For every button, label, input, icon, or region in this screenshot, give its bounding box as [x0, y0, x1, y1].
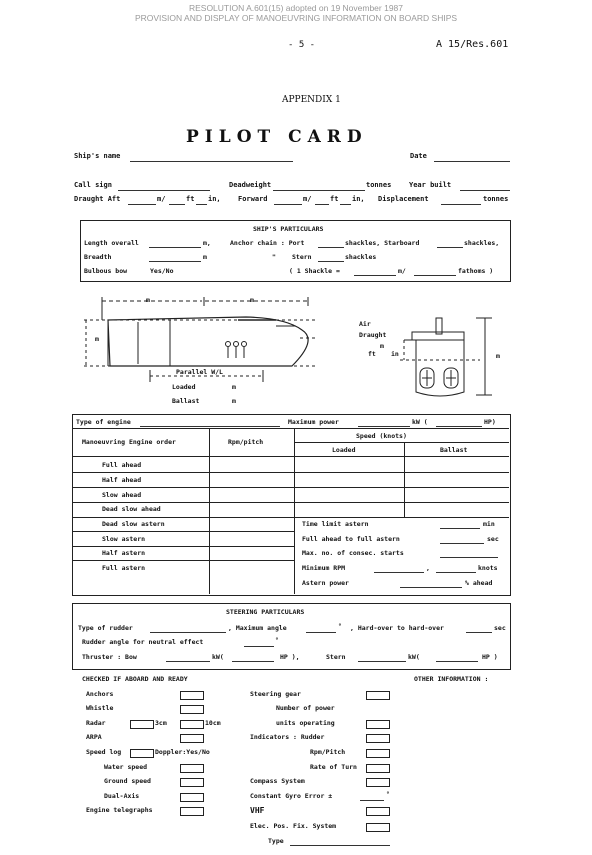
appendix-title: APPENDIX 1: [282, 95, 341, 105]
check-dual-axis-label: Dual-Axis: [104, 792, 140, 800]
deadweight-line[interactable]: [273, 190, 365, 191]
check-telegraphs-label: Engine telegraphs: [86, 806, 153, 814]
document-ref: A 15/Res.601: [436, 39, 509, 50]
knots-unit: knots: [478, 564, 498, 572]
astern-power-line[interactable]: [400, 587, 462, 588]
check-speedlog-label: Speed log: [86, 748, 122, 756]
forward-label: Forward: [238, 195, 268, 203]
check-whistle-label: Whistle: [86, 704, 114, 712]
draught-aft-label: Draught Aft: [74, 195, 121, 203]
thruster-bow-label: Thruster : Bow: [82, 653, 137, 661]
order-full-astern: Full astern: [102, 564, 146, 572]
check-anchors-box[interactable]: [180, 691, 204, 700]
ballast-label: Ballast: [172, 397, 200, 405]
rpm-pitch-header: Rpm/pitch: [228, 438, 264, 446]
max-power-kw-line[interactable]: [358, 426, 410, 427]
check-rpm-pitch-box[interactable]: [366, 749, 390, 758]
ballast-header: Ballast: [440, 446, 468, 454]
forward-ft-line[interactable]: [315, 204, 329, 205]
breadth-label: Breadth: [84, 253, 112, 261]
breadth-unit: m: [203, 253, 207, 261]
ships-particulars-heading: SHIP'S PARTICULARS: [253, 225, 324, 233]
length-line[interactable]: [149, 247, 201, 248]
loaded-label: Loaded: [172, 383, 196, 391]
dim-m-right: m: [496, 352, 500, 360]
stern-kw-line[interactable]: [358, 661, 406, 662]
unit-m: m/: [157, 195, 166, 203]
check-arpa-label: ARPA: [86, 733, 102, 741]
hard-over-line[interactable]: [466, 632, 492, 633]
stern-label: Stern: [292, 253, 312, 261]
shackle-fathoms-line[interactable]: [414, 275, 456, 276]
max-starts-label: Max. no. of consec. starts: [302, 549, 404, 557]
check-rudder-ind-box[interactable]: [366, 734, 390, 743]
parallel-wl-label: Parallel W/L: [176, 368, 223, 376]
port-shackles-line[interactable]: [318, 247, 344, 248]
check-vhf-box[interactable]: [366, 807, 390, 816]
full-to-full-line[interactable]: [440, 543, 484, 544]
displacement-line[interactable]: [441, 204, 481, 205]
bow-hp-unit: HP ),: [280, 653, 300, 661]
length-unit: m,: [203, 239, 211, 247]
bulbous-yesno[interactable]: Yes/No: [150, 267, 174, 275]
air-label: Air: [359, 320, 371, 328]
forward-in-line[interactable]: [340, 204, 351, 205]
check-whistle-box[interactable]: [180, 705, 204, 714]
resolution-header: RESOLUTION A.601(15) adopted on 19 November 1987: [188, 3, 404, 13]
check-dual-axis-box[interactable]: [180, 793, 204, 802]
gyro-deg: °: [386, 790, 390, 798]
check-radar-3cm-box[interactable]: [130, 720, 154, 729]
ships-name-line[interactable]: [130, 161, 293, 162]
bow-kw-line[interactable]: [166, 661, 210, 662]
dim-m-top-right: m: [250, 296, 254, 304]
full-to-full-label: Full ahead to full astern: [302, 535, 400, 543]
bow-hp-line[interactable]: [232, 661, 274, 662]
engine-type-line[interactable]: [140, 426, 280, 427]
breadth-line[interactable]: [149, 261, 201, 262]
pct-ahead-unit: % ahead: [465, 579, 493, 587]
starboard-shackles-line[interactable]: [437, 247, 463, 248]
unit-in: in,: [208, 195, 221, 203]
draught-aft-in-line[interactable]: [196, 204, 207, 205]
check-ground-speed-box[interactable]: [180, 778, 204, 787]
neutral-line[interactable]: [244, 646, 274, 647]
rate-of-turn-label: Rate of Turn: [310, 763, 357, 771]
stern-hp-unit: HP ): [482, 653, 498, 661]
check-compass-box[interactable]: [366, 778, 390, 787]
check-telegraphs-box[interactable]: [180, 807, 204, 816]
stern-shackles-label: shackles: [345, 253, 377, 261]
year-built-line[interactable]: [460, 190, 510, 191]
rudder-type-line[interactable]: [150, 632, 226, 633]
ships-name-label: Ship's name: [74, 152, 121, 160]
other-info-heading: OTHER INFORMATION :: [414, 675, 489, 683]
power-units-label: Number of power: [276, 704, 335, 712]
deg-symbol2: °: [275, 636, 279, 644]
engine-type-label: Type of engine: [76, 418, 131, 426]
checked-heading: CHECKED IF ABOARD AND READY: [82, 675, 188, 683]
deadweight-label: Deadweight: [229, 181, 272, 189]
check-radar-10cm-box[interactable]: [180, 720, 204, 729]
unit-ft: ft: [186, 195, 195, 203]
stern-kw-unit: kW(: [408, 653, 420, 661]
min-rpm-line[interactable]: [374, 572, 424, 573]
dim-m-top-left: m: [146, 296, 150, 304]
check-anchors-label: Anchors: [86, 690, 114, 698]
comma: ,: [426, 564, 430, 572]
check-arpa-box[interactable]: [180, 734, 204, 743]
min-rpm-label: Minimum RPM: [302, 564, 346, 572]
order-dead-slow-ahead: Dead slow ahead: [102, 505, 161, 513]
hp-label: HP): [484, 418, 496, 426]
type-line[interactable]: [290, 845, 390, 846]
max-angle-line[interactable]: [306, 632, 336, 633]
kw-label: kW (: [412, 418, 428, 426]
draught-aft-m-line[interactable]: [128, 204, 156, 205]
draught-aft-ft-line[interactable]: [169, 204, 185, 205]
time-limit-line[interactable]: [440, 528, 480, 529]
forward-m-line[interactable]: [274, 204, 302, 205]
deg-symbol: °: [338, 622, 342, 630]
order-full-ahead: Full ahead: [102, 461, 142, 469]
indicators-rudder-label: Indicators : Rudder: [250, 733, 325, 741]
check-ground-speed-label: Ground speed: [104, 777, 151, 785]
rudder-type-label: Type of rudder: [78, 624, 133, 632]
max-power-hp-line[interactable]: [436, 426, 482, 427]
loaded-m: m: [232, 383, 236, 391]
hard-over-label: , Hard-over to hard-over: [350, 624, 444, 632]
bow-kw-unit: kW(: [212, 653, 224, 661]
starboard-label: shackles, Starboard: [345, 239, 420, 247]
neutral-label: Rudder angle for neutral effect: [82, 638, 204, 646]
tonnes-label2: tonnes: [483, 195, 509, 203]
steer-sec-unit: sec: [494, 624, 506, 632]
displacement-label: Displacement: [378, 195, 429, 203]
rpm-pitch-ind-label: Rpm/Pitch: [310, 748, 346, 756]
gyro-error-line[interactable]: [360, 800, 384, 801]
unit-ft2: ft: [330, 195, 339, 203]
order-slow-astern: Slow astern: [102, 535, 146, 543]
call-sign-line[interactable]: [118, 190, 210, 191]
max-angle-label: , Maximum angle: [228, 624, 287, 632]
gyro-error-label: Constant Gyro Error ±: [250, 792, 333, 800]
check-rate-of-turn-box[interactable]: [366, 764, 390, 773]
one-shackle-label: ( 1 Shackle =: [289, 267, 340, 275]
speed-header: Speed (knots): [356, 432, 407, 440]
air-draught-label: Draught: [359, 331, 387, 339]
doppler-label: Doppler:Yes/No: [155, 748, 210, 756]
check-water-speed-label: Water speed: [104, 763, 148, 771]
check-steering-gear-box[interactable]: [366, 691, 390, 700]
anchor-chain-label: Anchor chain : Port: [230, 239, 305, 247]
page-number: - 5 -: [288, 40, 316, 50]
steering-heading: STEERING PARTICULARS: [226, 608, 305, 616]
page-title: PILOT CARD: [186, 127, 368, 147]
air-ft: ft: [368, 350, 376, 358]
date-label: Date: [410, 152, 427, 160]
order-dead-slow-astern: Dead slow astern: [102, 520, 165, 528]
unit-m2: m/: [303, 195, 312, 203]
engine-order-header: Manoeuvring Engine order: [82, 438, 176, 446]
dim-m-left: m: [95, 335, 99, 343]
check-steering-gear-label: Steering gear: [250, 690, 301, 698]
min-rpm-knots-line[interactable]: [436, 572, 476, 573]
time-limit-astern-label: Time limit astern: [302, 520, 369, 528]
shackle-m-line[interactable]: [354, 275, 396, 276]
check-speedlog-box[interactable]: [130, 749, 154, 758]
date-line[interactable]: [434, 161, 510, 162]
radar-10cm-label: 10cm: [205, 719, 221, 727]
compass-system-label: Compass System: [250, 777, 305, 785]
check-radar-label: Radar: [86, 719, 106, 727]
ballast-m: m: [232, 397, 236, 405]
order-slow-ahead: Slow ahead: [102, 491, 142, 499]
sec-unit: sec: [487, 535, 499, 543]
shackles-label: shackles,: [464, 239, 500, 247]
shackle-m-unit: m/: [398, 267, 406, 275]
call-sign-label: Call sign: [74, 181, 112, 189]
check-water-speed-box[interactable]: [180, 764, 204, 773]
stern-shackles-line[interactable]: [318, 261, 344, 262]
astern-power-label: Astern power: [302, 579, 349, 587]
tonnes-label: tonnes: [366, 181, 392, 189]
check-elec-pos-box[interactable]: [366, 823, 390, 832]
order-half-ahead: Half ahead: [102, 476, 142, 484]
quote-mark: ": [272, 253, 276, 261]
loaded-header: Loaded: [332, 446, 356, 454]
stern-thruster-label: Stern: [326, 653, 346, 661]
stern-hp-line[interactable]: [436, 661, 478, 662]
subject-header: PROVISION AND DISPLAY OF MANOEUVRING INFORMATION ON BOARD SHIPS: [134, 13, 458, 23]
vhf-label: VHF: [250, 806, 265, 815]
unit-in2: in,: [352, 195, 365, 203]
max-power-label: Maximum power: [288, 418, 339, 426]
length-label: Length overall: [84, 239, 139, 247]
elec-pos-fix-label: Elec. Pos. Fix. System: [250, 822, 337, 830]
order-half-astern: Half astern: [102, 549, 146, 557]
power-units-label2: units operating: [276, 719, 335, 727]
min-unit: min: [483, 520, 495, 528]
year-built-label: Year built: [409, 181, 452, 189]
bulbous-bow-label: Bulbous bow: [84, 267, 128, 275]
check-power-units-box[interactable]: [366, 720, 390, 729]
air-m: m: [380, 342, 384, 350]
air-in: in: [391, 350, 399, 358]
max-starts-line[interactable]: [440, 557, 498, 558]
radar-3cm-label: 3cm: [155, 719, 167, 727]
type-label: Type: [268, 837, 284, 845]
fathoms-label: fathoms ): [458, 267, 494, 275]
